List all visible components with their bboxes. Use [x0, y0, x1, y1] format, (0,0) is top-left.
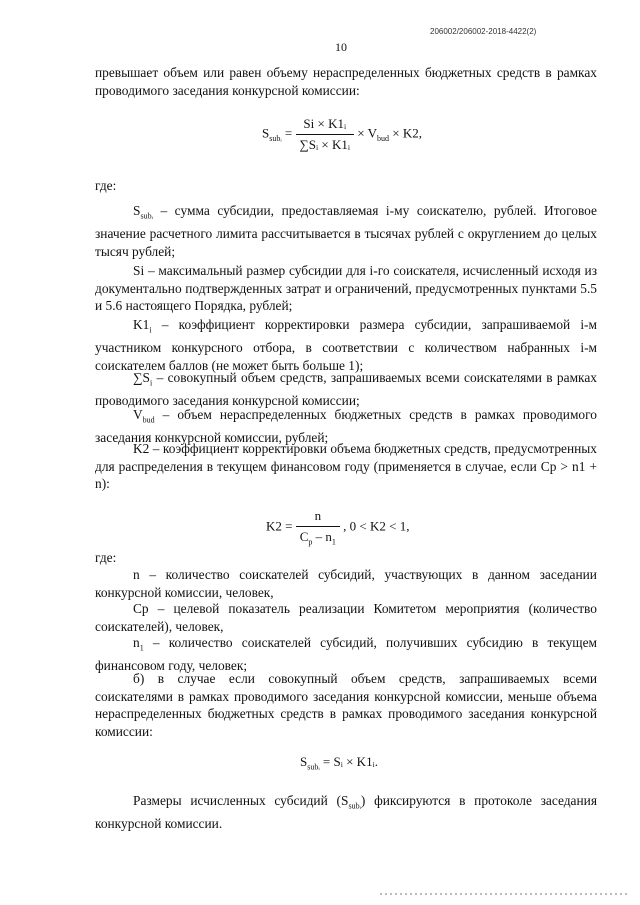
formula-denominator: ∑Sᵢ × K1ᵢ	[296, 134, 354, 153]
den-c: C	[299, 529, 309, 544]
formula-lhs: S	[262, 125, 270, 141]
formula-k2-denominator	[296, 526, 340, 547]
definition-symbol-sub: 1	[139, 643, 144, 653]
definition-k2	[95, 440, 597, 493]
definition-symbol: ∑S	[133, 370, 150, 385]
definition-sum-s	[95, 369, 597, 410]
definition-symbol: n	[133, 567, 140, 582]
closing-symbol-end: )	[360, 793, 366, 808]
definition-symbol: V	[133, 407, 143, 422]
definition-s-sub	[95, 202, 597, 260]
page-number: 10	[335, 40, 347, 54]
formula-k2-numerator: n	[314, 508, 322, 523]
formula-subsidy: $S_{subᵢ}$ = $\frac{\text{Si × K1ᵢ}}{\text{∑Sᵢ × K1ᵢ}}$ × $V_{bud} \times K2$,	[262, 116, 422, 152]
definition-symbol-sub: bud	[142, 415, 155, 425]
definition-n1	[95, 634, 597, 675]
closing-before: Размеры исчисленных субсидий	[133, 793, 328, 808]
definition-symbol: S	[133, 203, 141, 218]
definition-symbol: K2	[133, 441, 150, 456]
closing-paragraph	[95, 792, 597, 833]
definition-text: – коэффициент корректировки размера субсидии, запрашиваемой i-м участником конкурсного отбора, в соответствии с количеством набранных i-м соискателем баллов (не может быть больше 1);	[95, 317, 597, 373]
formula-fraction	[296, 116, 354, 153]
closing-after: фиксируются в протоколе заседания конкурсной комиссии.	[95, 793, 597, 832]
formula-k2-fraction	[296, 508, 340, 547]
definition-text: – количество соискателей субсидий, участвующих в данном заседании конкурсной комиссии, человек,	[95, 567, 597, 600]
definition-symbol-sub: i	[149, 325, 152, 335]
formula-tail-sub: bud	[376, 134, 389, 144]
den-n-sub: 1	[331, 537, 336, 547]
definition-symbol: n	[133, 635, 140, 650]
definition-cp	[95, 600, 597, 635]
where-label: где:	[95, 178, 117, 193]
formula-lhs-sub: subᵢ	[269, 134, 282, 144]
formula-tail-end: × K2,	[392, 125, 422, 141]
definition-n	[95, 566, 597, 601]
definition-symbol: Si	[133, 263, 145, 278]
formula-k2-lhs: K2 =	[266, 518, 293, 534]
definition-text: – максимальный размер субсидии для i-го соискателя, исчисленный исходя из документально подтвержденных затрат и ограничений, предусмотренных пунктами 5.5 и 5.6 настоящего Порядка, рублей;	[95, 263, 597, 313]
definition-text: – коэффициент корректировки объема бюджетных средств, предусмотренных для распределения в текущем финансовом году (применяется в случае, если Cp > n1 + n):	[95, 441, 597, 491]
formula-b-lhs-sub: subᵢ	[307, 762, 320, 772]
intro-paragraph: превышает объем или равен объему нераспределенных бюджетных средств в рамках проводимого заседания конкурсной комиссии:	[95, 65, 597, 98]
case-b-paragraph: б) в случае если совокупный объем средств, запрашиваемых всеми соискателями в рамках проводимого заседания конкурсной комиссии, меньше объема нераспределенных бюджетных средств в рамках проводимого заседания конкурсной комиссии:	[95, 671, 597, 739]
definition-text: – совокупный объем средств, запрашиваемых всеми соискателями в рамках проводимого заседания конкурсной комиссии;	[95, 370, 597, 409]
definition-si	[95, 262, 597, 315]
definition-text: – объем нераспределенных бюджетных средств в рамках проводимого заседания конкурсной комиссии, рублей;	[95, 407, 597, 446]
formula-b-rhs: = Sᵢ × K1ᵢ.	[319, 754, 378, 769]
definition-symbol-sub: i	[150, 378, 153, 388]
definition-symbol: K1	[133, 317, 150, 332]
den-c-sub: p	[308, 537, 313, 547]
scan-edge-noise	[380, 893, 630, 895]
definition-symbol: Cp	[133, 601, 149, 616]
formula-k2-tail: , 0 < K2 < 1,	[343, 518, 410, 534]
definition-text: – количество соискателей субсидий, получивших субсидию в текущем финансовом году, человек;	[95, 635, 597, 674]
formula-k2	[266, 508, 409, 547]
definition-text: – целевой показатель реализации Комитетом мероприятия (количество соискателей), человек,	[95, 601, 597, 634]
definition-symbol-sub: subᵢ	[140, 211, 153, 221]
closing-symbol: (S	[336, 793, 349, 808]
where-label-2: где:	[95, 550, 117, 565]
document-id: 206002/206002-2018-4422(2)	[430, 27, 537, 36]
definition-k1	[95, 316, 597, 374]
definition-text: – сумма субсидии, предоставляемая i-му соискателю, рублей. Итоговое значение расчетного лимита рассчитывается в тысячах рублей с округлением до целых тысяч рублей;	[95, 203, 597, 259]
formula-subsidy-b	[300, 754, 378, 772]
formula-numerator: Si × K1ᵢ	[303, 116, 347, 131]
formula-tail: × V	[357, 125, 377, 141]
closing-symbol-sub: subᵢ	[348, 801, 361, 811]
den-mid: – n	[312, 529, 332, 544]
formula-b-lhs: S	[300, 754, 308, 769]
